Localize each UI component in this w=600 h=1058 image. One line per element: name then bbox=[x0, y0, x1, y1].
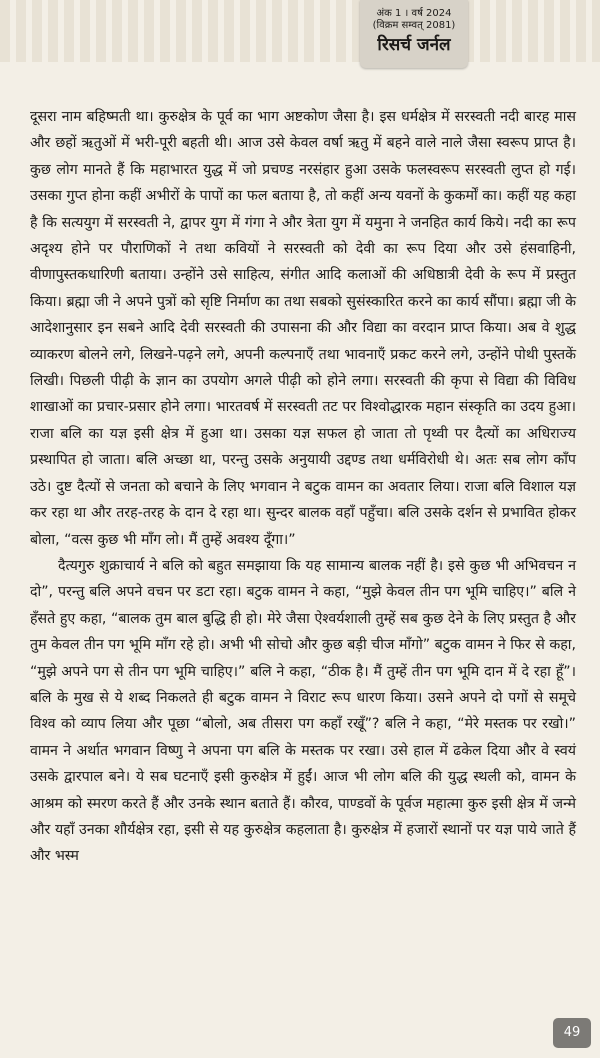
paragraph: दूसरा नाम बहिष्मती था। कुरुक्षेत्र के पूर्व का भाग अष्टकोण जैसा है। इस धर्मक्षेत्र में सरस्वती नदी बारह मास और छहों ऋतुओं में भरी-पूरी बहती थी। आज उसे केवल वर्षा ऋतु में बहने वाले नाले जैसा स्वरूप प्राप्त है। कुछ लोग मानते हैं कि महाभारत युद्ध में जो प्रचण्ड नरसंहार हुआ उसके फलस्वरूप सरस्वती लुप्त हो गई। उसका गुप्त होना कहीं अभीरों के पापों का फल बताया है, तो कहीं अन्य यवनों के कुकर्मों का। कहीं यह कहा है कि सत्ययुग में सरस्वती ने, द्वापर युग में गंगा ने और त्रेता युग में यमुना ने जनहित कार्य किये। नदी का रूप अदृश्य होने पर पौराणिकों ने तथा कवियों ने सरस्वती को देवी का रूप दिया और उसे हंसवाहिनी, वीणापुस्तकधारिणी बताया। उन्होंने उसे साहित्य, संगीत आदि कलाओं की अधिष्ठात्री देवी के रूप में प्रस्तुत किया। ब्रह्मा जी ने अपने पुत्रों को सृष्टि निर्माण का तथा सबको सुसंस्कारित करने का कार्य सौंपा। ब्रह्मा जी के आदेशानुसार इन सबने आदि देवी सरस्वती की उपासना की और विद्या का वरदान प्राप्त किया। अब वे शुद्ध व्याकरण बोलने लगे, लिखने-पढ़ने लगे, अपनी कल्पनाएँ तथा भावनाएँ प्रकट करने लगे, उन्होंने पोथी पुस्तकें लिखी। पिछली पीढ़ी के ज्ञान का उपयोग अगले पीढ़ी को होने लगा। सरस्वती की कृपा से विद्या की विविध शाखाओं का प्रचार-प्रसार होने लगा। भारतवर्ष में सरस्वती तट पर विश्वोद्धारक महान संस्कृति का उदय हुआ। राजा बलि का यज्ञ इसी क्षेत्र में हुआ था। उसका यज्ञ सफल हो जाता तो पृथ्वी पर दैत्यों का अधिराज्य प्रस्थापित हो जाता। बलि अच्छा था, परन्तु उसके अनुयायी उद्दण्ड तथा धर्मविरोधी थे। अतः सब लोग काँप उठे। दुष्ट दैत्यों से जनता को बचाने के लिए भगवान ने बटुक वामन का अवतार लिया। राजा बलि विशाल यज्ञ कर रहा था और तरह-तरह के दान दे रहा था। सुन्दर बालक वहाँ पहुँचा। बलि उसके दर्शन से प्रभावित होकर बोला, “वत्स कुछ भी माँग लो। मैं तुम्हें अवश्य दूँगा।” bbox=[30, 109, 577, 548]
running-header bbox=[360, 0, 468, 68]
article-body bbox=[30, 104, 576, 870]
samvat-info: (विक्रम सम्वत् 2081) bbox=[372, 20, 456, 31]
header-decoration bbox=[0, 0, 600, 62]
paragraph: दैत्यगुरु शुक्राचार्य ने बलि को बहुत समझाया कि यह सामान्य बालक नहीं है। इसे कुछ भी अभिवचन न दो”, परन्तु बलि अपने वचन पर डटा रहा। बटुक वामन ने कहा, “मुझे केवल तीन पग भूमि चाहिए।” बलि ने हँसते हुए कहा, “बालक तुम बाल बुद्धि ही हो। मेरे जैसा ऐश्वर्यशाली तुम्हें सब कुछ देने के लिए प्रस्तुत है और तुम केवल तीन पग भूमि माँग रहे हो। अभी भी सोचो और कुछ बड़ी चीज माँगो” बटुक वामन ने फिर से कहा, “मुझे अपने पग से तीन पग भूमि चाहिए।” बलि ने कहा, “ठीक है। मैं तुम्हें तीन पग भूमि दान में दे रहा हूँ”। बलि के मुख से ये शब्द निकलते ही बटुक वामन ने विराट रूप धारण किया। उसने अपने दो पगों से समूचे विश्व को व्याप लिया और पूछा “बोलो, अब तीसरा पग कहाँ रखूँ”? बलि ने कहा, “मेरे मस्तक पर रखो।” वामन ने अर्थात भगवान विष्णु ने अपना पग बलि के मस्तक पर रखा। उसे हाल में ढकेल दिया और वे स्वयं उसके द्वारपाल बने। ये सब घटनाएँ इसी कुरुक्षेत्र में हुईं। आज भी लोग बलि की युद्ध स्थली को, वामन के आश्रम को स्मरण करते हैं और उनके स्थान बताते हैं। कौरव, पाण्डवों के पूर्वज महात्मा कुरु इसी क्षेत्र में जन्मे और यहाँ उनका शौर्यक्षेत्र रहा, इसी से यह कुरुक्षेत्र कहलाता है। कुरुक्षेत्र में हजारों स्थानों पर यज्ञ पाये जाते हैं और भस्म bbox=[30, 557, 576, 865]
journal-title: रिसर्च जर्नल bbox=[377, 35, 451, 55]
page-number: 49 bbox=[553, 1018, 591, 1048]
issue-info: अंक 1 । वर्ष 2024 bbox=[376, 8, 452, 19]
